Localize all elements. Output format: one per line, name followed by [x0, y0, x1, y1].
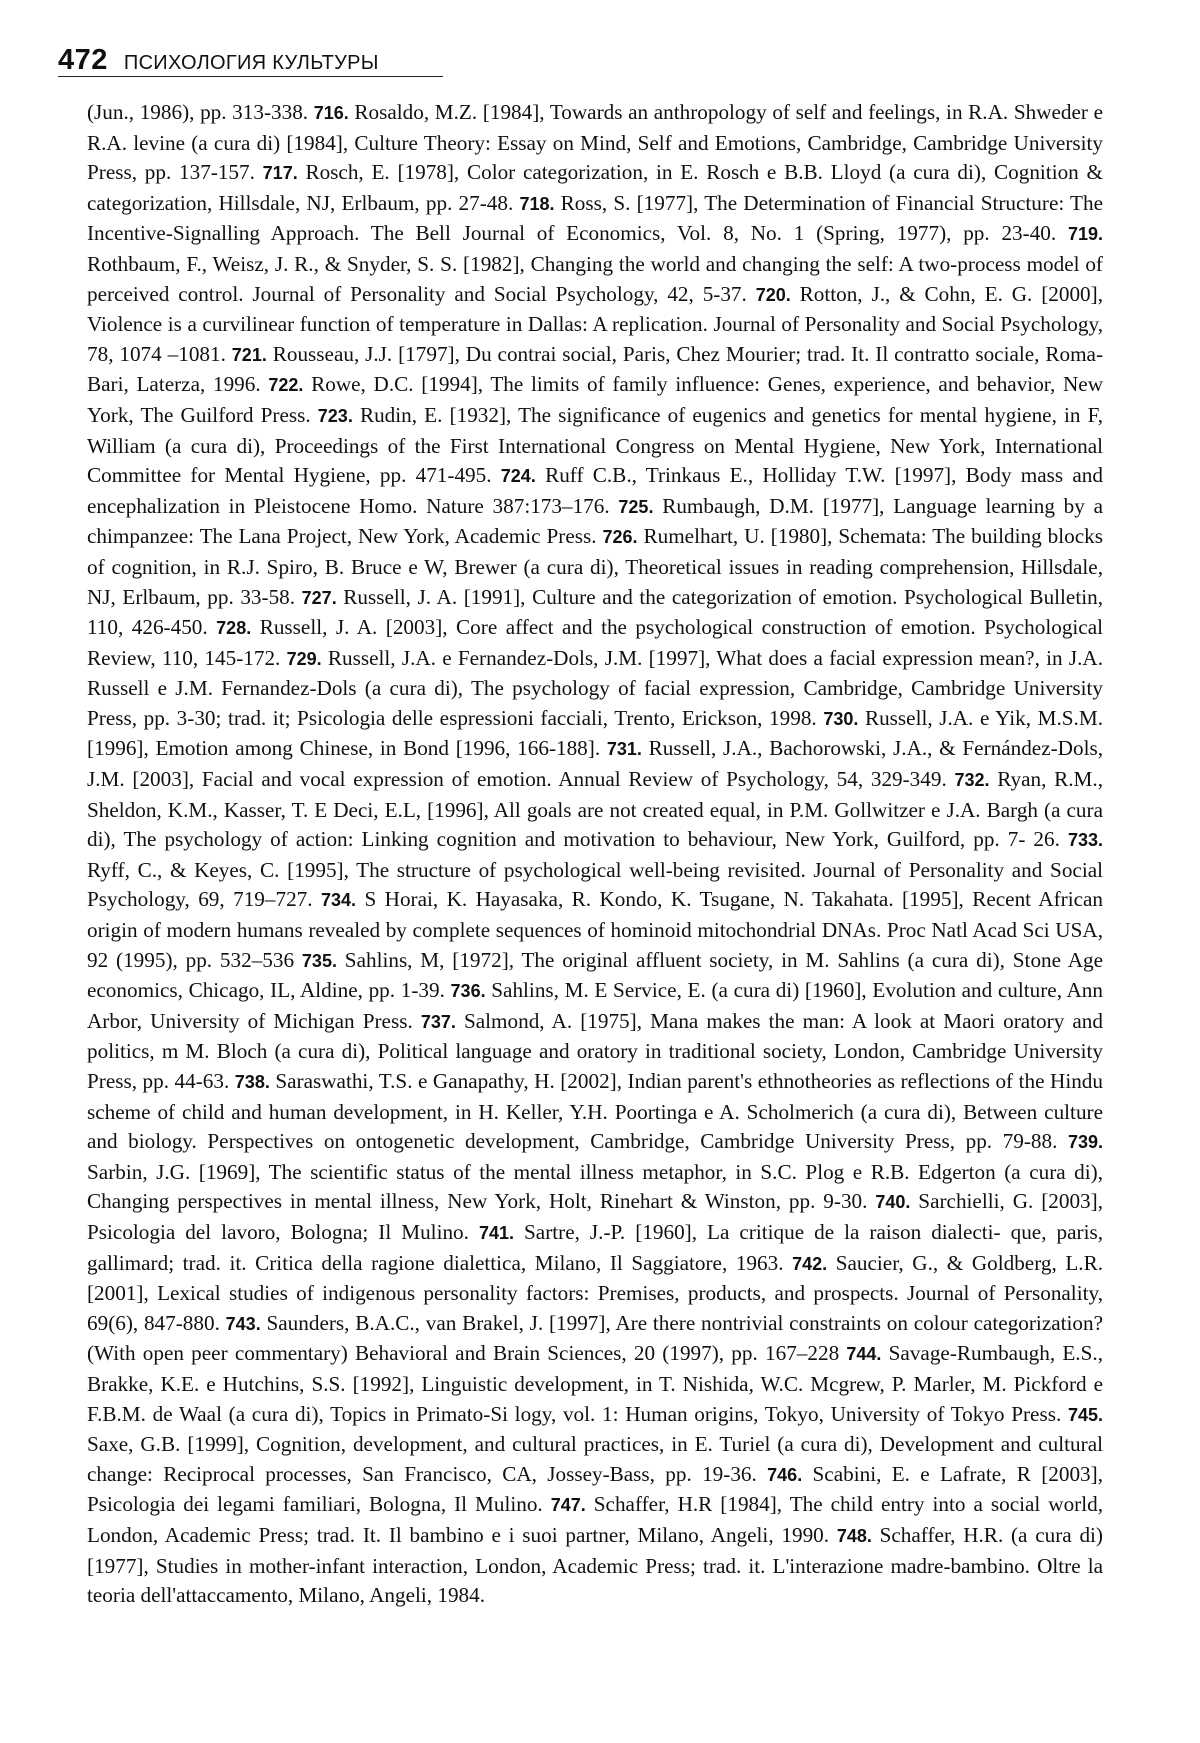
reference-text: Sahlins, M, [1972], The original affluent society, in M. Sahlins (a cura di), Stone Age economics, Chicago, IL, Aldine, pp. 1-39. [87, 947, 1103, 1003]
reference-number: 748. [836, 1525, 872, 1546]
reference-list [87, 98, 1103, 1611]
reference-number: 746. [767, 1464, 803, 1485]
reference-text: Russell, J. A. [2003], Core affect and the psychological construction of emotion. Psychological Review, 110, 145-172. [87, 615, 1103, 670]
reference-number: 743. [225, 1313, 261, 1334]
reference-number: 740. [875, 1192, 911, 1213]
reference-text: Saucier, G., & Goldberg, L.R. [2001], Lexical studies of indigenous personality factors: Premises, products, and prospects. Journal of Personality, 69(6), 847-880. [87, 1250, 1103, 1335]
reference-text: Rousseau, J.J. [1797], Du contrai social, Paris, Chez Mourier; trad. It. Il contratto sociale, Roma-Bari, Laterza, 1996. [87, 341, 1104, 397]
reference-text: Saraswathi, T.S. e Ganapathy, H. [2002], Indian parent's ethnotheories as reflections of the Hindu scheme of child and human development, in H. Keller, Y.H. Poortinga e A. Scholmerich (a cura di), Between culture and biology. Perspectives on ontogenetic development, Cambridge, Cambridge University Press, pp. 79-88. [87, 1069, 1103, 1154]
reference-text: S Horai, K. Hayasaka, R. Kondo, K. Tsugane, N. Takahata. [1995], Recent African origin of modern humans revealed by complete sequences of hominoid mitochondrial DNAs. Proc Natl Acad Sci USA, 92 (1995), pp. 532–536 [87, 887, 1103, 972]
reference-number: 729. [286, 648, 322, 669]
reference-number: 723. [317, 405, 353, 426]
reference-number: 736. [450, 981, 486, 1002]
reference-number: 741. [478, 1222, 514, 1243]
reference-number: 718. [519, 193, 555, 214]
reference-entry [87, 1069, 1103, 1153]
reference-text: Russell, J.A. e Fernandez-Dols, J.M. [1997], What does a facial expression mean?, in J.A. Russell e J.M. Fernandez-Dols (a cura di), The psychology of facial expression, Cambridge, Cambridge University Press, pp. 3-30; trad. it; Psicologia delle espressioni facciali, Trento, Erickson, 1998. [87, 645, 1103, 730]
reference-text: Rotton, J., & Cohn, E. G. [2000], Violence is a curvilinear function of temperature in Dallas: A replication. Journal of Personality and Social Psychology, 78, 1074 –1081. [87, 281, 1103, 366]
reference-text: Russell, J. A. [1991], Culture and the categorization of emotion. Psychological Bulletin, 110, 426-450. [87, 584, 1104, 640]
reference-text: Rothbaum, F., Weisz, J. R., & Snyder, S. S. [1982], Changing the world and changing the self: A two-process model of perceived control. Journal of Personality and Social Psychology, 42, 5-37. [87, 251, 1103, 306]
reference-number: 722. [268, 375, 304, 396]
reference-number: 738. [234, 1072, 270, 1092]
reference-text: Rosch, E. [1978], Color categorization, in E. Rosch e B.B. Lloyd (a cura di), Cognition & categorization, Hillsdale, NJ, Erlbaum, pp. 27-48. [87, 160, 1103, 215]
reference-number: 720. [755, 284, 791, 305]
reference-number: 721. [231, 344, 267, 365]
reference-number: 747. [550, 1495, 586, 1516]
reference-text: Schaffer, H.R [1984], The child entry into a social world, London, Academic Press; trad. It. Il bambino e i suoi partner, Milano, Angeli, 1990. [87, 1492, 1103, 1547]
reference-number: 731. [606, 739, 642, 760]
reference-number: 742. [792, 1253, 828, 1274]
reference-text: Rosaldo, M.Z. [1984], Towards an anthropology of self and feelings, in R.A. Shweder e R.A. levine (a cura di) [1984], Culture Theory: Essay on Mind, Self and Emotions, Cambridge, Cambridge University Press, pp. 137-157. [87, 100, 1103, 185]
reference-number: 735. [301, 950, 337, 971]
page-number: 472 [58, 44, 108, 76]
page-header [58, 44, 379, 77]
reference-text: Sarchielli, G. [2003], Psicologia del lavoro, Bologna; Il Mulino. [87, 1189, 1103, 1244]
reference-text: Ryff, C., & Keyes, C. [1995], The structure of psychological well-being revisited. Journal of Personality and Social Psychology, 69, 719–727. [87, 857, 1103, 912]
reference-number: 727. [301, 587, 337, 608]
reference-entry [87, 100, 314, 124]
reference-number: 732. [954, 770, 990, 791]
reference-text: Schaffer, H.R. (a cura di) [1977], Studies in mother-infant interaction, London, Academic Press; trad. it. L'interazione madre-bambino. Oltre la teoria dell'attaccamento, Milano, Angeli, 1984. [87, 1522, 1103, 1608]
reference-text: Ryan, R.M., Sheldon, K.M., Kasser, T. E Deci, E.L, [1996], All goals are not created equal, in P.M. Gollwitzer e J.A. Bargh (a cura di), The psychology of action: Linking cognition and motivation to behaviour, New York, Guilford, pp. 7- 26. [87, 767, 1103, 852]
reference-text: Rumelhart, U. [1980], Schemata: The building blocks of cognition, in R.J. Spiro, B. Bruce e W, Brewer (a cura di), Theoretical issues in reading comprehension, Hillsdale, NJ, Erlbaum, pp. 33-58. [87, 524, 1103, 609]
reference-number: 717. [262, 163, 298, 184]
header-rule [58, 76, 443, 77]
reference-number: 734. [320, 890, 357, 911]
reference-text: (Jun., 1986), pp. 313-338. [87, 100, 314, 124]
reference-paragraph [87, 98, 1103, 1611]
reference-text: Saxe, G.B. [1999], Cognition, development, and cultural practices, in E. Turiel (a cura di), Development and cultural change: Reciprocal processes, San Francisco, CA, Jossey-Bass, pp. 19-36. [87, 1432, 1103, 1486]
reference-text: Salmond, A. [1975], Mana makes the man: A look at Maori oratory and politics, m M. Bloch (a cura di), Political language and oratory in traditional society, London, Cambridge University Press, pp. 44-63. [87, 1008, 1103, 1093]
reference-text: Scabini, E. e Lafrate, R [2003], Psicologia dei legami familiari, Bologna, Il Mulino. [87, 1461, 1104, 1517]
reference-text: Ross, S. [1977], The Determination of Financial Structure: The Incentive-Signalling Approach. The Bell Journal of Economics, Vol. 8, No. 1 (Spring, 1977), pp. 23-40. [87, 190, 1103, 246]
reference-number: 726. [602, 527, 638, 548]
reference-number: 730. [823, 708, 859, 729]
reference-text: Sahlins, M. E Service, E. (a cura di) [1960], Evolution and culture, Ann Arbor, University of Michigan Press. [87, 978, 1103, 1033]
reference-text: Saunders, B.A.C., van Brakel, J. [1997], Are there nontrivial constraints on colour categorization? (With open peer commentary) Behavioral and Brain Sciences, 20 (1997), pp. 167–228 [87, 1310, 1103, 1366]
reference-number: 744. [846, 1344, 882, 1365]
running-head: ПСИХОЛОГИЯ КУЛЬТУРЫ [123, 52, 379, 74]
reference-number: 745. [1067, 1404, 1103, 1425]
reference-number: 728. [216, 618, 252, 639]
reference-text: Sartre, J.-P. [1960], La critique de la raison dialecti- que, paris, gallimard; trad. it. Critica della ragione dialettica, Milano, Il Saggiatore, 1963. [87, 1219, 1103, 1275]
reference-number: 733. [1067, 830, 1103, 851]
reference-text: Russell, J.A. e Yik, M.S.M. [1996], Emotion among Chinese, in Bond [1996, 166-188]. [87, 705, 1103, 761]
reference-text: Rowe, D.C. [1994], The limits of family influence: Genes, experience, and behavior, New York, The Guilford Press. [87, 372, 1103, 427]
reference-number: 716. [313, 103, 349, 123]
reference-text: Rudin, E. [1932], The significance of eugenics and genetics for mental hygiene, in F, William (a cura di), Proceedings of the First International Congress on Mental Hygiene, New York, International Committee for Mental Hygiene, pp. 471-495. [87, 402, 1103, 488]
reference-number: 724. [500, 466, 536, 487]
reference-number: 719. [1067, 224, 1103, 245]
reference-text: Savage-Rumbaugh, E.S., Brakke, K.E. e Hutchins, S.S. [1992], Linguistic development, in T. Nishida, W.C. Mcgrew, P. Marler, M. Pickford e F.B.M. de Waal (a cura di), Topics in Primato-Si logy, vol. 1: Human origins, Tokyo, University of Tokyo Press. [87, 1341, 1103, 1426]
reference-text: Russell, J.A., Bachorowski, J.A., & Fernández-Dols, J.M. [2003], Facial and vocal expression of emotion. Annual Review of Psychology, 54, 329-349. [87, 736, 1103, 792]
reference-text: Ruff C.B., Trinkaus E., Holliday T.W. [1997], Body mass and encephalization in Pleistocene Homo. Nature 387:173–176. [87, 463, 1103, 518]
reference-text: Sarbin, J.G. [1969], The scientific status of the mental illness metaphor, in S.C. Plog e R.B. Edgerton (a cura di), Changing perspectives in mental illness, New York, Holt, Rinehart & Winston, pp. 9-30. [87, 1159, 1103, 1214]
reference-number: 739. [1067, 1132, 1103, 1153]
reference-number: 725. [618, 496, 654, 517]
reference-number: 737. [420, 1011, 456, 1032]
reference-text: Rumbaugh, D.M. [1977], Language learning by a chimpanzee: The Lana Project, New York, Academic Press. [87, 493, 1103, 549]
